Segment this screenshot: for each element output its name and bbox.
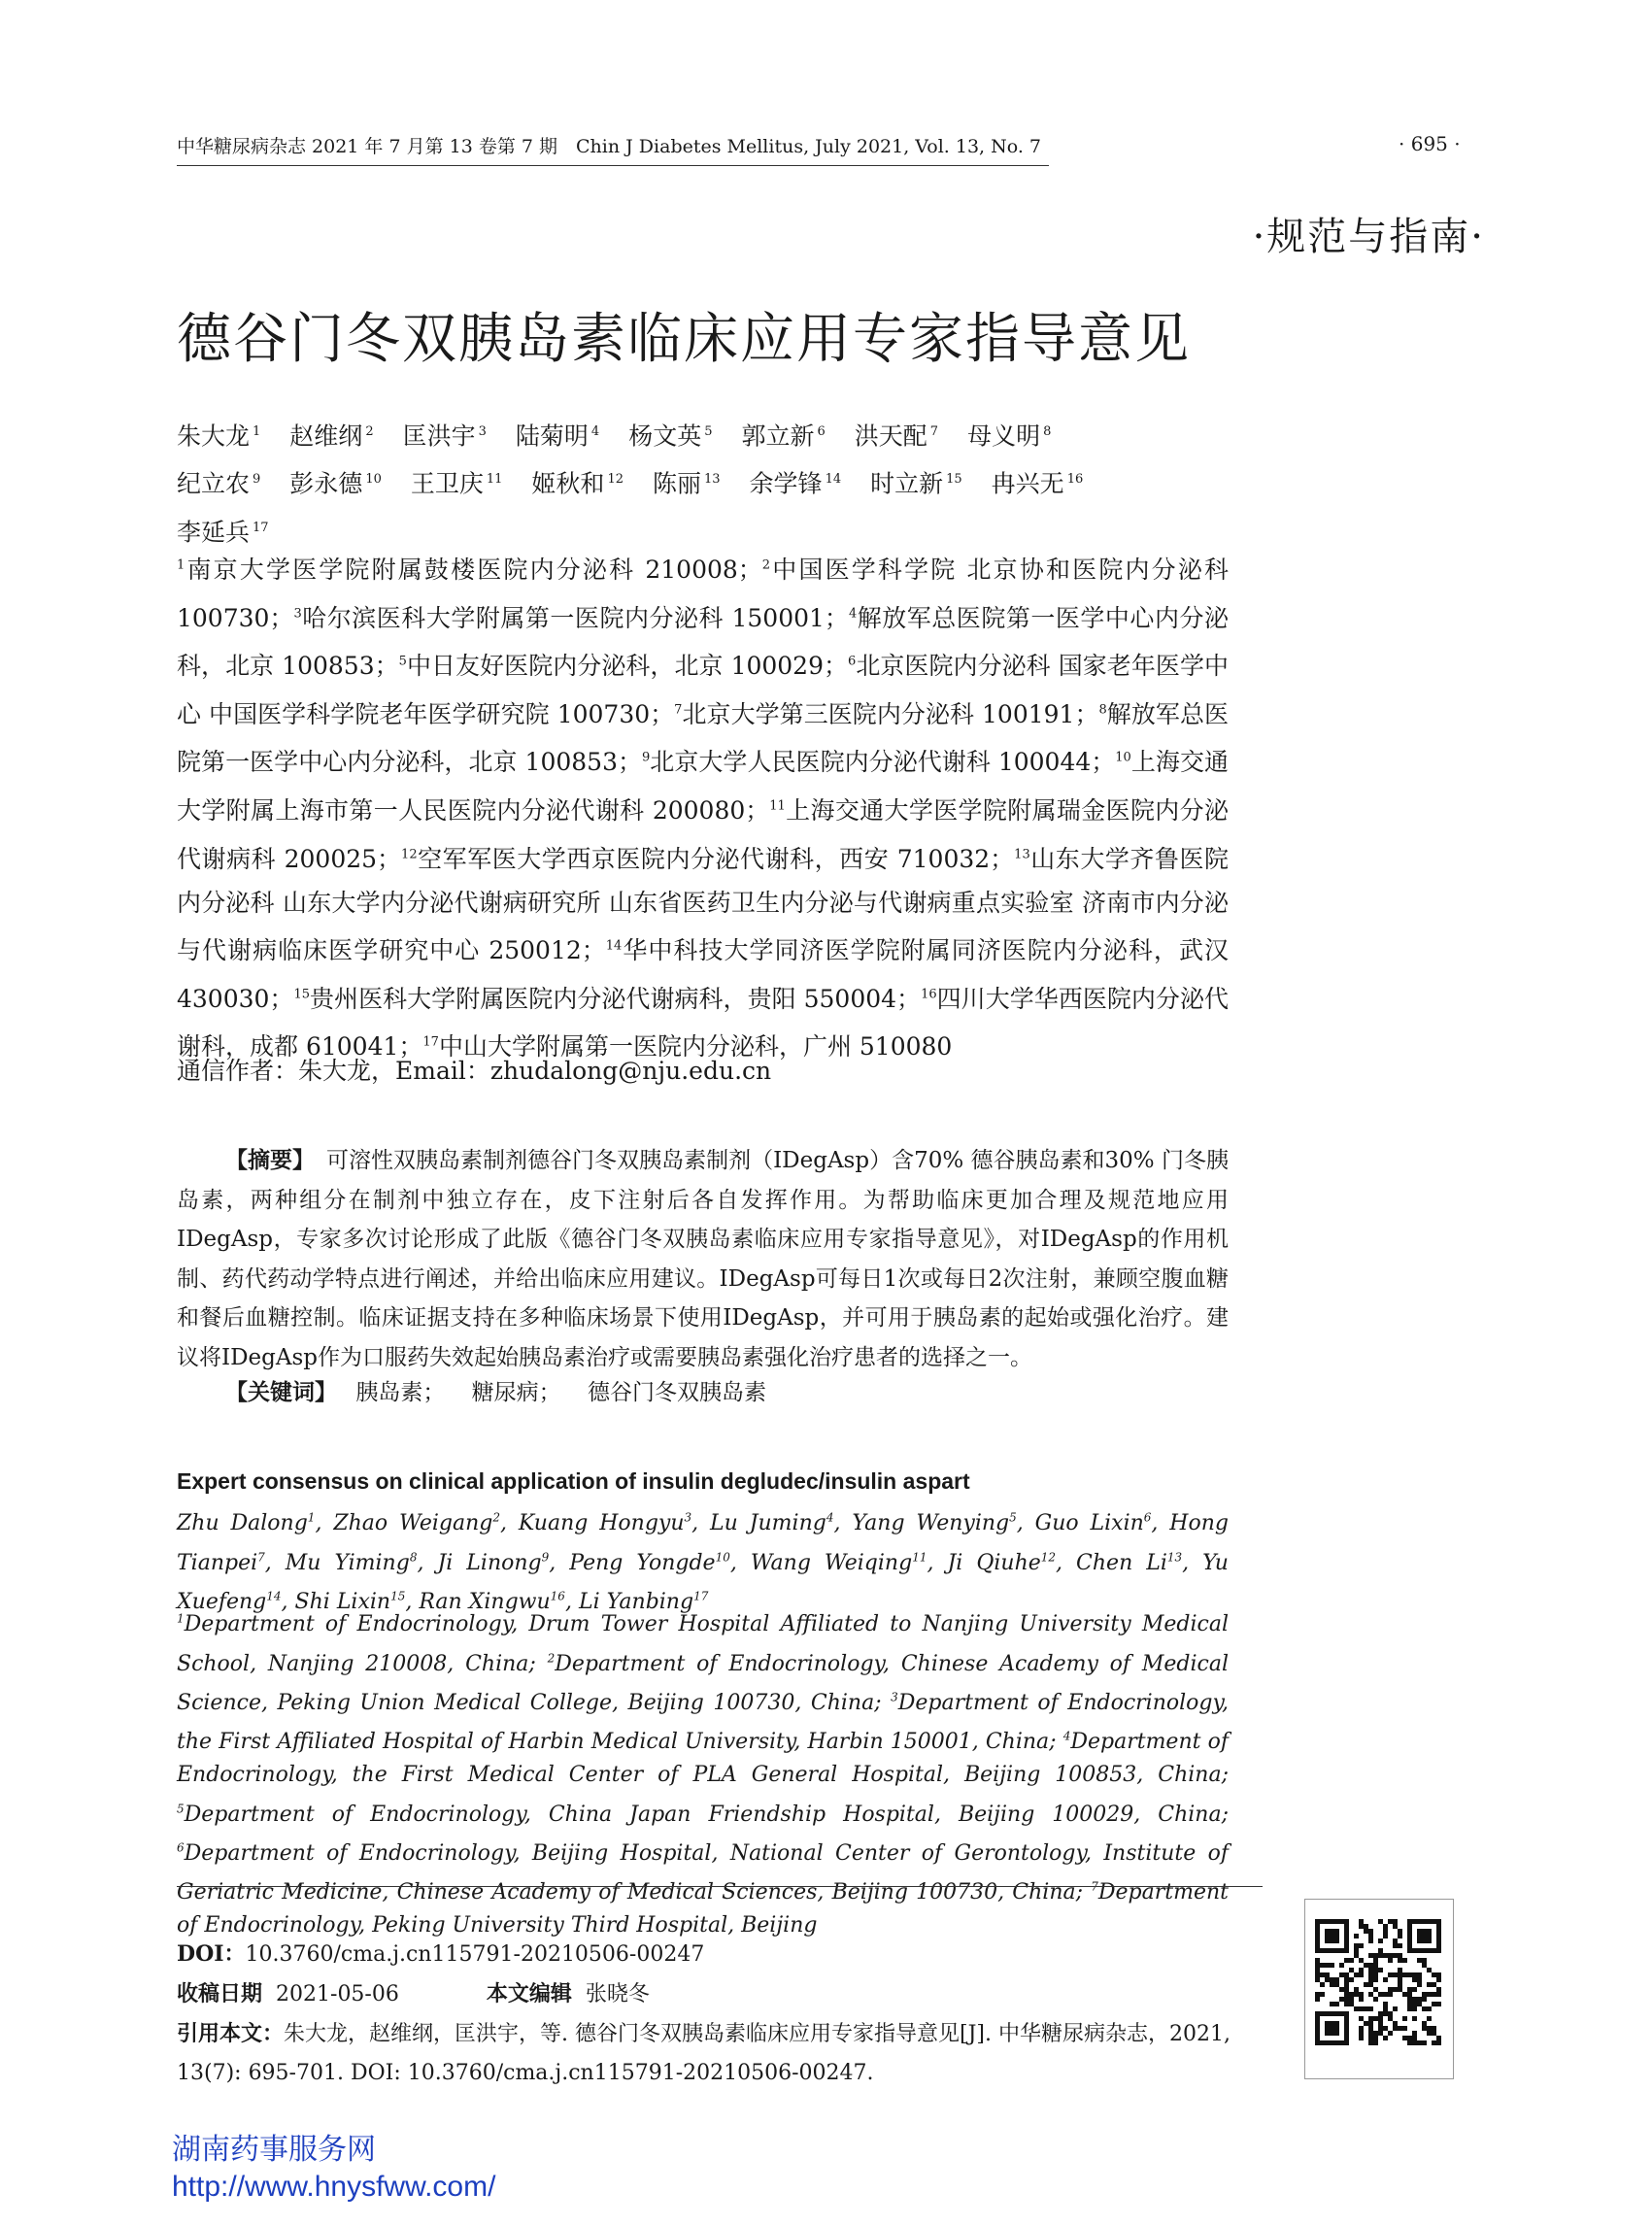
- editor-name: 张晓冬: [585, 1982, 650, 2006]
- citation-line: [177, 2014, 1284, 2093]
- english-author-affiliation-number: 5: [1009, 1511, 1017, 1525]
- english-author-affiliation-number: 8: [409, 1550, 418, 1565]
- author-affiliation-number: 6: [817, 424, 826, 439]
- affiliation-number: 6: [848, 655, 857, 670]
- author: [653, 457, 721, 505]
- english-affiliation-number: 1: [177, 1612, 185, 1626]
- affiliation-number: 11: [769, 798, 786, 814]
- english-author: Zhao Weigang$^2$,: [333, 1511, 519, 1536]
- affiliation-number: 3: [293, 606, 302, 622]
- english-author-affiliation-number: 16: [550, 1589, 565, 1603]
- author-affiliation-number: 10: [365, 472, 382, 488]
- author-name: 姬秋和: [531, 469, 605, 498]
- author-name: 朱大龙: [177, 421, 251, 451]
- abstract-text: 可溶性双胰岛素制剂德谷门冬双胰岛素制剂（IDegAsp）含70% 德谷胰岛素和30% 门冬胰岛素，两种组分在制剂中独立存在，皮下注射后各自发挥作用。为帮助临床更加合理及规范地应用IDegAsp，专家多次讨论形成了此版《德谷门冬双胰岛素临床应用专家指导意见》，对IDegAsp的作用机制、药代药动学特点进行阐述，并给出临床应用建议。IDegAsp可每日1次或每日2次注射，兼顾空腹血糖和餐后血糖控制。临床证据支持在多种临床场景下使用IDegAsp，并可用于胰岛素的起始或强化治疗。建议将IDegAsp作为口服药失效起始胰岛素治疗或需要胰岛素强化治疗患者的选择之一。: [177, 1148, 1229, 1370]
- english-affiliation: [177, 1803, 1229, 1827]
- english-affiliation-text: Department of Endocrinology, the First Medical Center of PLA General Hospital, Beijing 100853, China;: [177, 1730, 1229, 1788]
- author-name: 郭立新: [741, 421, 815, 451]
- author-name: 洪天配: [854, 421, 927, 451]
- abstract-label: 【摘要】: [225, 1147, 316, 1173]
- affiliation-number: 7: [674, 702, 683, 718]
- english-author-affiliation-number: 1: [307, 1511, 316, 1525]
- author-name: 时立新: [870, 469, 944, 498]
- author: [870, 457, 962, 505]
- english-author-name: Wang Weiqing: [750, 1550, 913, 1575]
- received-date: 2021-05-06: [276, 1982, 399, 2006]
- author: [992, 457, 1084, 505]
- english-author: Ji Linong$^9$,: [437, 1550, 570, 1575]
- citation-text: 朱大龙，赵维纲，匡洪宇，等. 德谷门冬双胰岛素临床应用专家指导意见[J]. 中华糖尿病杂志，2021, 13(7): 695-701. DOI: 10.3760/cma.j.cn115791-20210506-00247.: [177, 2022, 1231, 2085]
- author: [531, 457, 624, 505]
- author-affiliation-number: 13: [704, 472, 721, 488]
- english-affiliation-list: [177, 1602, 1229, 1942]
- english-author-affiliation-number: 10: [715, 1550, 730, 1565]
- author: [177, 410, 260, 457]
- english-author: Kuang Hongyu$^3$,: [518, 1511, 711, 1536]
- english-author-name: Ran Xingwu: [419, 1589, 551, 1614]
- affiliation-number: 16: [921, 987, 937, 1002]
- watermark-name: 湖南药事服务网: [172, 2134, 376, 2166]
- author-name: 杨文英: [628, 421, 702, 451]
- received-line: [177, 1974, 1284, 2014]
- affiliation-number: 8: [1098, 702, 1107, 718]
- affiliation-text: 中山大学附属第一医院内分泌科，广州 510080: [438, 1032, 953, 1062]
- english-author-name: Hong Tianpei: [177, 1511, 1229, 1575]
- english-affiliation-number: 4: [1062, 1729, 1071, 1743]
- affiliation: [399, 652, 848, 680]
- doi-line: [177, 1935, 1284, 1974]
- affiliation: [401, 845, 1014, 873]
- author-name: 匡洪宇: [402, 421, 476, 451]
- keyword: 糖尿病；: [471, 1380, 561, 1405]
- english-affiliation-text: Department of Endocrinology, the First Affiliated Hospital of Harbin Medical University, Harbin 150001, China;: [177, 1690, 1229, 1755]
- affiliation-text: 北京大学人民医院内分泌代谢科 100044；: [650, 748, 1116, 777]
- english-affiliation-text: Department of Endocrinology, Chinese Academy of Medical Science, Peking Union Medical College, Beijing 100730, China;: [177, 1651, 1229, 1715]
- affiliation-text: 北京大学第三医院内分泌科 100191；: [682, 699, 1099, 728]
- author: [516, 410, 599, 457]
- footer-divider: [177, 1886, 1263, 1887]
- english-author-name: Li Yanbing: [578, 1589, 694, 1614]
- english-affiliation-text: Department of Endocrinology, China Japan Friendship Hospital, Beijing 100029, China;: [184, 1802, 1229, 1827]
- author: [750, 457, 842, 505]
- affiliation: [293, 985, 921, 1013]
- affiliation-text: 中国医学科学院 北京协和医院内分泌科 100730；: [177, 556, 1229, 632]
- affiliation-number: 2: [761, 558, 771, 573]
- author-name: 王卫庆: [410, 469, 484, 498]
- english-title: Expert consensus on clinical application of insulin degludec/insulin aspart: [177, 1468, 970, 1494]
- english-affiliation-number: 6: [177, 1840, 185, 1855]
- affiliation-text: 山东大学齐鲁医院内分泌科 山东大学内分泌代谢病研究所 山东省医药卫生内分泌与代谢病重点实验室 济南市内分泌与代谢病临床医学研究中心 250012；: [177, 844, 1229, 965]
- english-author-affiliation-number: 15: [390, 1589, 406, 1603]
- affiliation: [642, 748, 1115, 776]
- author: [403, 410, 487, 457]
- journal-line: 中华糖尿病杂志 2021 年 7 月第 13 卷第 7 期 Chin J Diabetes Mellitus, July 2021, Vol. 13, No. 7: [177, 136, 1042, 157]
- english-author-affiliation-number: 4: [826, 1511, 834, 1525]
- english-author-affiliation-number: 3: [684, 1511, 692, 1525]
- english-author: Ji Qiuhe$^{12}$,: [947, 1550, 1077, 1575]
- affiliation-number: 17: [422, 1034, 439, 1050]
- author: [411, 457, 503, 505]
- english-author: Peng Yongde$^{10}$,: [569, 1550, 751, 1575]
- english-author: Ran Xingwu$^{16}$,: [419, 1589, 579, 1614]
- english-affiliation-text: Department of Endocrinology, Beijing Hospital, National Center of Gerontology, Institute of Geriatric Medicine, Chinese Academy of Medical Sciences, Beijing 100730, China;: [177, 1840, 1229, 1905]
- author-list: [177, 410, 1245, 554]
- keyword: 胰岛素；: [355, 1380, 446, 1405]
- english-affiliation-text: Department of Endocrinology, Drum Tower Hospital Affiliated to Nanjing University Medical School, Nanjing 210008, China;: [177, 1612, 1229, 1676]
- author-affiliation-number: 3: [478, 424, 487, 439]
- affiliation-text: 上海交通大学医学院附属瑞金医院内分泌代谢病科 200025；: [177, 795, 1229, 873]
- author-affiliation-number: 5: [704, 424, 713, 439]
- author: [177, 457, 260, 505]
- english-author-name: Shi Lixin: [294, 1589, 391, 1614]
- running-header: [177, 132, 1049, 166]
- affiliation-list: [177, 544, 1229, 1069]
- citation-label: 引用本文：: [177, 2021, 285, 2046]
- english-affiliation-text: Department of Endocrinology, Peking University Third Hospital, Beijing: [177, 1880, 1229, 1938]
- english-affiliation-number: 7: [1091, 1879, 1098, 1894]
- affiliation-number: 1: [177, 558, 185, 573]
- affiliation-number: 9: [641, 751, 651, 766]
- english-author: Yu Xuefeng$^{14}$,: [177, 1550, 1229, 1614]
- author: [628, 410, 712, 457]
- correspondence: 通信作者：朱大龙，Email：zhudalong@nju.edu.cn: [177, 1057, 772, 1085]
- affiliation-number: 12: [401, 847, 418, 862]
- affiliation-number: 15: [293, 987, 310, 1002]
- english-author-affiliation-number: 11: [912, 1550, 927, 1565]
- author-affiliation-number: 11: [486, 472, 503, 488]
- author-affiliation-number: 2: [365, 424, 374, 439]
- english-author: Mu Yiming$^8$,: [285, 1550, 438, 1575]
- qr-code-icon[interactable]: [1304, 1899, 1454, 2079]
- doi-label: DOI：: [177, 1941, 246, 1967]
- affiliation-text: 上海交通大学附属上海市第一人民医院内分泌代谢科 200080；: [177, 748, 1229, 825]
- english-author: Yang Wenying$^5$,: [852, 1511, 1035, 1536]
- abstract: [177, 1141, 1229, 1377]
- english-author-affiliation-number: 17: [693, 1589, 709, 1603]
- english-author: Wang Weiqing$^{11}$,: [750, 1550, 948, 1575]
- english-author-name: Lu Juming: [710, 1511, 826, 1536]
- english-author-affiliation-number: 7: [257, 1550, 265, 1565]
- affiliation: [674, 700, 1098, 728]
- author-affiliation-number: 7: [929, 424, 939, 439]
- affiliation-text: 解放军总医院第一医学中心内分泌科，北京 100853；: [177, 699, 1229, 777]
- affiliation-number: 4: [848, 606, 858, 622]
- affiliation-text: 贵州医科大学附属医院内分泌代谢病科，贵阳 550004；: [309, 984, 922, 1013]
- affiliation: [177, 556, 762, 584]
- affiliation-text: 华中科技大学同济医学院附属同济医院内分泌科，武汉 430030；: [177, 936, 1229, 1013]
- author-affiliation-number: 12: [607, 472, 624, 488]
- section-label: ·规范与指南·: [1252, 215, 1485, 259]
- english-author: Hong Tianpei$^7$,: [177, 1511, 1229, 1575]
- english-author-affiliation-number: 12: [1040, 1550, 1057, 1565]
- english-author-affiliation-number: 2: [492, 1511, 500, 1525]
- english-author-name: Kuang Hongyu: [518, 1511, 685, 1536]
- english-author-name: Yu Xuefeng: [177, 1550, 1229, 1614]
- author-affiliation-number: 17: [253, 520, 269, 535]
- keywords: [177, 1374, 786, 1406]
- author-affiliation-number: 9: [253, 472, 261, 488]
- english-author-name: Mu Yiming: [285, 1550, 410, 1575]
- keywords-label: 【关键词】: [225, 1379, 337, 1405]
- author-name: 赵维纲: [289, 421, 363, 451]
- english-author-name: Chen Li: [1076, 1550, 1167, 1575]
- english-affiliation-number: 2: [547, 1651, 556, 1666]
- affiliation-number: 13: [1014, 847, 1030, 862]
- keyword: 德谷门冬双胰岛素: [587, 1380, 766, 1405]
- author-affiliation-number: 8: [1043, 424, 1052, 439]
- english-author-name: Zhu Dalong: [177, 1511, 308, 1536]
- english-author: Chen Li$^{13}$,: [1076, 1550, 1203, 1575]
- english-author: Zhu Dalong$^1$,: [177, 1511, 334, 1536]
- english-author-name: Yang Wenying: [852, 1511, 1010, 1536]
- author-affiliation-number: 16: [1066, 472, 1084, 488]
- doi-value[interactable]: 10.3760/cma.j.cn115791-20210506-00247: [245, 1942, 705, 1967]
- author-affiliation-number: 15: [946, 472, 962, 488]
- author-name: 母义明: [967, 421, 1041, 451]
- affiliation-number: 10: [1115, 751, 1131, 766]
- affiliation-text: 北京医院内分泌科 国家老年医学中心 中国医学科学院老年医学研究院 100730；: [177, 652, 1229, 728]
- watermark-url[interactable]: http://www.hnysfww.com/: [172, 2171, 496, 2203]
- english-affiliation-number: 5: [177, 1802, 185, 1816]
- affiliation-number: 5: [398, 655, 407, 670]
- affiliation-number: 14: [605, 938, 623, 954]
- english-author-name: Zhao Weigang: [333, 1511, 493, 1536]
- affiliation-text: 哈尔滨医科大学附属第一医院内分泌科 150001；: [301, 603, 849, 632]
- author-affiliation-number: 4: [590, 424, 600, 439]
- watermark: [172, 2132, 495, 2206]
- english-author: Guo Lixin$^6$,: [1034, 1511, 1170, 1536]
- affiliation-text: 四川大学华西医院内分泌代谢科，成都 610041；: [177, 984, 1229, 1062]
- author-affiliation-number: 14: [825, 472, 842, 488]
- english-affiliation: [177, 1841, 1229, 1905]
- author-name: 冉兴无: [991, 469, 1064, 498]
- english-author: Lu Juming$^4$,: [710, 1511, 853, 1536]
- english-author-name: Ji Linong: [437, 1550, 542, 1575]
- english-author-name: Guo Lixin: [1034, 1511, 1144, 1536]
- author-name: 陆菊明: [515, 421, 589, 451]
- english-author-name: Ji Qiuhe: [947, 1550, 1041, 1575]
- author: [289, 457, 382, 505]
- author-name: 陈丽: [652, 469, 701, 498]
- author: [967, 410, 1051, 457]
- english-author-affiliation-number: 13: [1166, 1550, 1183, 1565]
- author: [289, 410, 373, 457]
- affiliation: [293, 604, 849, 632]
- author: [855, 410, 938, 457]
- author-name: 彭永德: [289, 469, 363, 498]
- english-author-affiliation-number: 9: [541, 1550, 550, 1565]
- english-author: Shi Lixin$^{15}$,: [294, 1589, 420, 1614]
- author: [741, 410, 825, 457]
- paper-title: 德谷门冬双胰岛素临床应用专家指导意见: [177, 308, 1191, 371]
- author-affiliation-number: 1: [253, 424, 261, 439]
- editor-label: 本文编辑: [486, 1981, 572, 2006]
- affiliation-text: 中日友好医院内分泌科，北京 100029；: [406, 652, 848, 681]
- english-author-affiliation-number: 6: [1143, 1511, 1152, 1525]
- affiliation-text: 解放军总医院第一医学中心内分泌科，北京 100853；: [177, 603, 1229, 681]
- received-label: 收稿日期: [177, 1981, 263, 2006]
- author-name: 李延兵: [177, 517, 251, 546]
- page-number: · 695 ·: [1399, 132, 1461, 155]
- footer-notes: [177, 1935, 1284, 2093]
- english-author-name: Peng Yongde: [569, 1550, 716, 1575]
- english-author-affiliation-number: 14: [266, 1589, 282, 1603]
- author-name: 纪立农: [177, 469, 251, 498]
- affiliation-text: 空军军医大学西京医院内分泌代谢科，西安 710032；: [417, 844, 1015, 873]
- english-affiliation-number: 3: [891, 1690, 898, 1704]
- author-name: 余学锋: [749, 469, 823, 498]
- affiliation-text: 南京大学医学院附属鼓楼医院内分泌科 210008；: [185, 556, 762, 585]
- english-author-list: [177, 1501, 1229, 1619]
